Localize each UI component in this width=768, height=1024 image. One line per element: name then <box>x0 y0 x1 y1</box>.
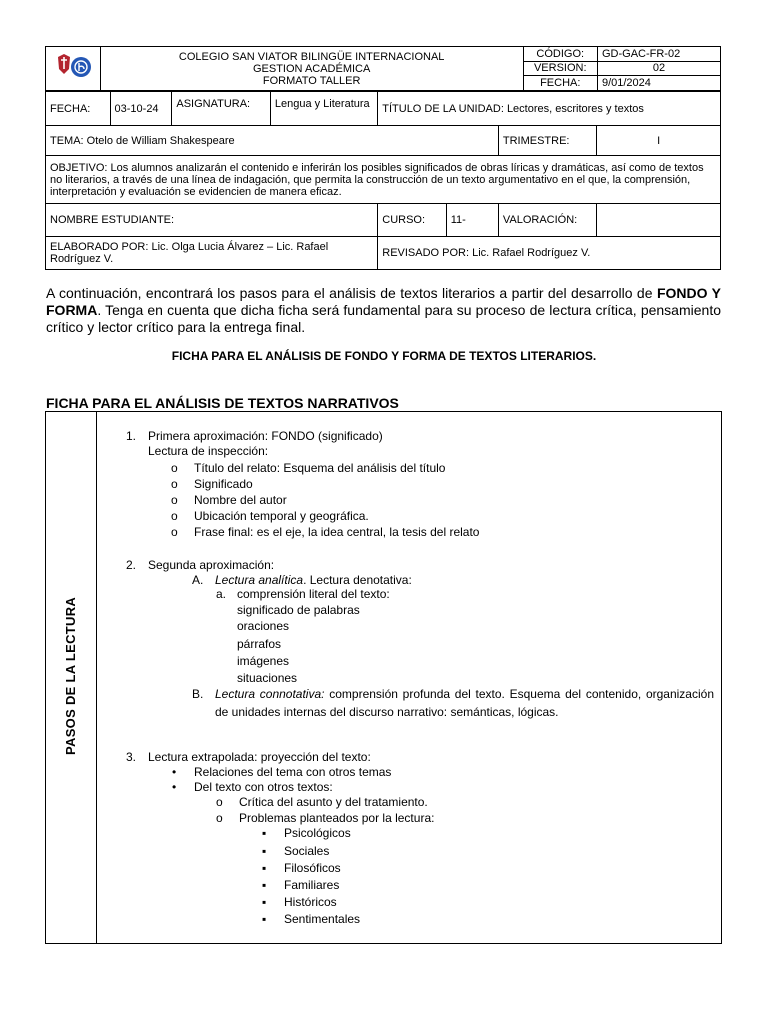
step3-bullet: Relaciones del tema con otros temas <box>194 765 392 779</box>
step2-a-letter: a. <box>216 587 227 601</box>
school-logo-icon <box>46 47 98 87</box>
step1-item: Nombre del autor <box>194 493 287 507</box>
valoracion-label: VALORACIÓN: <box>498 204 597 237</box>
intro-part1: A continuación, encontrará los pasos para el análisis de textos literarios a partir del desarrollo de <box>46 285 657 301</box>
o-bullet: o <box>171 461 178 475</box>
step2-a-text: comprensión literal del texto: <box>237 587 390 601</box>
codigo-value: GD-GAC-FR-02 <box>597 47 720 62</box>
department: GESTION ACADÉMICA <box>252 62 371 75</box>
step1-item: Ubicación temporal y geográfica. <box>194 509 369 523</box>
step2-A-rest: . Lectura denotativa: <box>303 573 412 587</box>
square-bullet: ▪ <box>262 878 267 892</box>
elaborado-por: ELABORADO POR: Lic. Olga Lucia Álvarez – Lic. Rafael Rodríguez V. <box>46 237 378 270</box>
version-value: 02 <box>597 61 720 76</box>
asignatura-value: Lengua y Literatura <box>270 92 377 126</box>
version-label: VERSION: <box>523 61 597 76</box>
narrativos-title: FICHA PARA EL ANÁLISIS DE TEXTOS NARRATIVOS <box>46 395 399 411</box>
square-bullet: ▪ <box>262 826 267 840</box>
o-bullet: o <box>171 525 178 539</box>
steps-box <box>45 411 722 944</box>
step3-square-item: Históricos <box>284 895 337 909</box>
logo-cell <box>46 47 101 91</box>
objetivo: OBJETIVO: Los alumnos analizarán el contenido e inferirán los posibles significados de obras líricas y dramáticas, así como de textos no literarios, a través de una línea de indagación, que permita la construcción de un texto argumentativo en el que, la comprensión, interpretación y evaluación se evidencien de manera eficaz. <box>46 156 721 204</box>
step2-a-item: párrafos <box>237 637 282 651</box>
step2-B-text <box>215 685 714 721</box>
revisado-por: REVISADO POR: Lic. Rafael Rodríguez V. <box>378 237 721 270</box>
titulo-unidad: TÍTULO DE LA UNIDAD: Lectores, escritores y textos <box>378 92 721 126</box>
step3-sub: Problemas planteados por la lectura: <box>239 811 435 825</box>
step1-item: Título del relato: Esquema del análisis del título <box>194 461 446 475</box>
school-header-cell <box>100 47 523 91</box>
step2-a-item: imágenes <box>237 654 290 668</box>
trimestre-label: TRIMESTRE: <box>498 126 597 156</box>
step3-square-item: Sentimentales <box>284 912 361 926</box>
o-bullet: o <box>171 477 178 491</box>
intro-bold: FONDO Y FORMA <box>46 285 722 318</box>
step2-B-italic: Lectura connotativa: <box>215 687 325 701</box>
curso-label: CURSO: <box>378 204 446 237</box>
school-name: COLEGIO SAN VIATOR BILINGÜE INTERNACIONAL <box>178 50 445 63</box>
fecha-label: FECHA: <box>46 92 111 126</box>
header-fecha-label: FECHA: <box>523 76 597 91</box>
nombre-estudiante-label: NOMBRE ESTUDIANTE: <box>46 204 378 237</box>
intro-part2: . Tenga en cuenta que dicha ficha será fundamental para su proceso de lectura crítica, pensamiento crítico y lector crítico para la entrega final. <box>46 302 721 335</box>
step2-A-text <box>215 573 412 588</box>
o-bullet: o <box>171 493 178 507</box>
header-fecha-value: 9/01/2024 <box>597 76 720 91</box>
step3-square-item: Sociales <box>284 844 330 858</box>
step2-number: 2. <box>126 558 137 572</box>
ficha-title: FICHA PARA EL ANÁLISIS DE FONDO Y FORMA DE TEXTOS LITERARIOS. <box>171 349 597 363</box>
fecha-value: 03-10-24 <box>110 92 172 126</box>
tema: TEMA: Otelo de William Shakespeare <box>46 126 499 156</box>
info-table <box>45 91 721 270</box>
trimestre-value: I <box>597 126 721 156</box>
step1-item: Frase final: es el eje, la idea central, la tesis del relato <box>194 525 480 539</box>
steps-side-label: PASOS DE LA LECTURA <box>63 596 78 755</box>
step3-number: 3. <box>126 750 137 764</box>
step1-subtitle: Lectura de inspección: <box>148 444 269 458</box>
step3-square-item: Filosóficos <box>284 861 341 875</box>
step3-sub: Crítica del asunto y del tratamiento. <box>239 795 428 809</box>
step3-square-item: Familiares <box>284 878 340 892</box>
curso-value: 11- <box>446 204 498 237</box>
step3-square-item: Psicológicos <box>284 826 351 840</box>
step3-title: Lectura extrapolada: proyección del texto: <box>148 750 371 764</box>
square-bullet: ▪ <box>262 895 267 909</box>
step1-title: Primera aproximación: FONDO (significado) <box>148 429 383 443</box>
format-name: FORMATO TALLER <box>262 74 361 87</box>
square-bullet: ▪ <box>262 912 267 926</box>
square-bullet: ▪ <box>262 861 267 875</box>
step1-number: 1. <box>126 429 137 443</box>
asignatura-label: ASIGNATURA: <box>172 92 271 126</box>
step2-B-rest: comprensión profunda del texto. Esquema del contenido, organización de unidades internas del discurso narrativo: semánticas, lógicas. <box>215 687 714 719</box>
step2-a-item: situaciones <box>237 671 298 685</box>
square-bullet: ▪ <box>262 844 267 858</box>
step2-a-item: oraciones <box>237 619 290 633</box>
header-table <box>45 46 721 91</box>
step2-B-letter: B. <box>192 687 204 701</box>
codigo-label: CÓDIGO: <box>523 47 597 62</box>
dot-bullet: • <box>172 765 177 779</box>
intro-paragraph <box>46 285 721 336</box>
step2-a-item: significado de palabras <box>237 603 360 617</box>
step1-item: Significado <box>194 477 253 491</box>
step2-A-letter: A. <box>192 573 204 587</box>
steps-divider <box>96 411 97 944</box>
o-bullet: o <box>216 811 223 825</box>
dot-bullet: • <box>172 780 177 794</box>
step3-bullet: Del texto con otros textos: <box>194 780 333 794</box>
step2-title: Segunda aproximación: <box>148 558 275 572</box>
valoracion-value <box>597 204 721 237</box>
o-bullet: o <box>171 509 178 523</box>
step2-A-italic: Lectura analítica <box>215 573 304 587</box>
o-bullet: o <box>216 795 223 809</box>
